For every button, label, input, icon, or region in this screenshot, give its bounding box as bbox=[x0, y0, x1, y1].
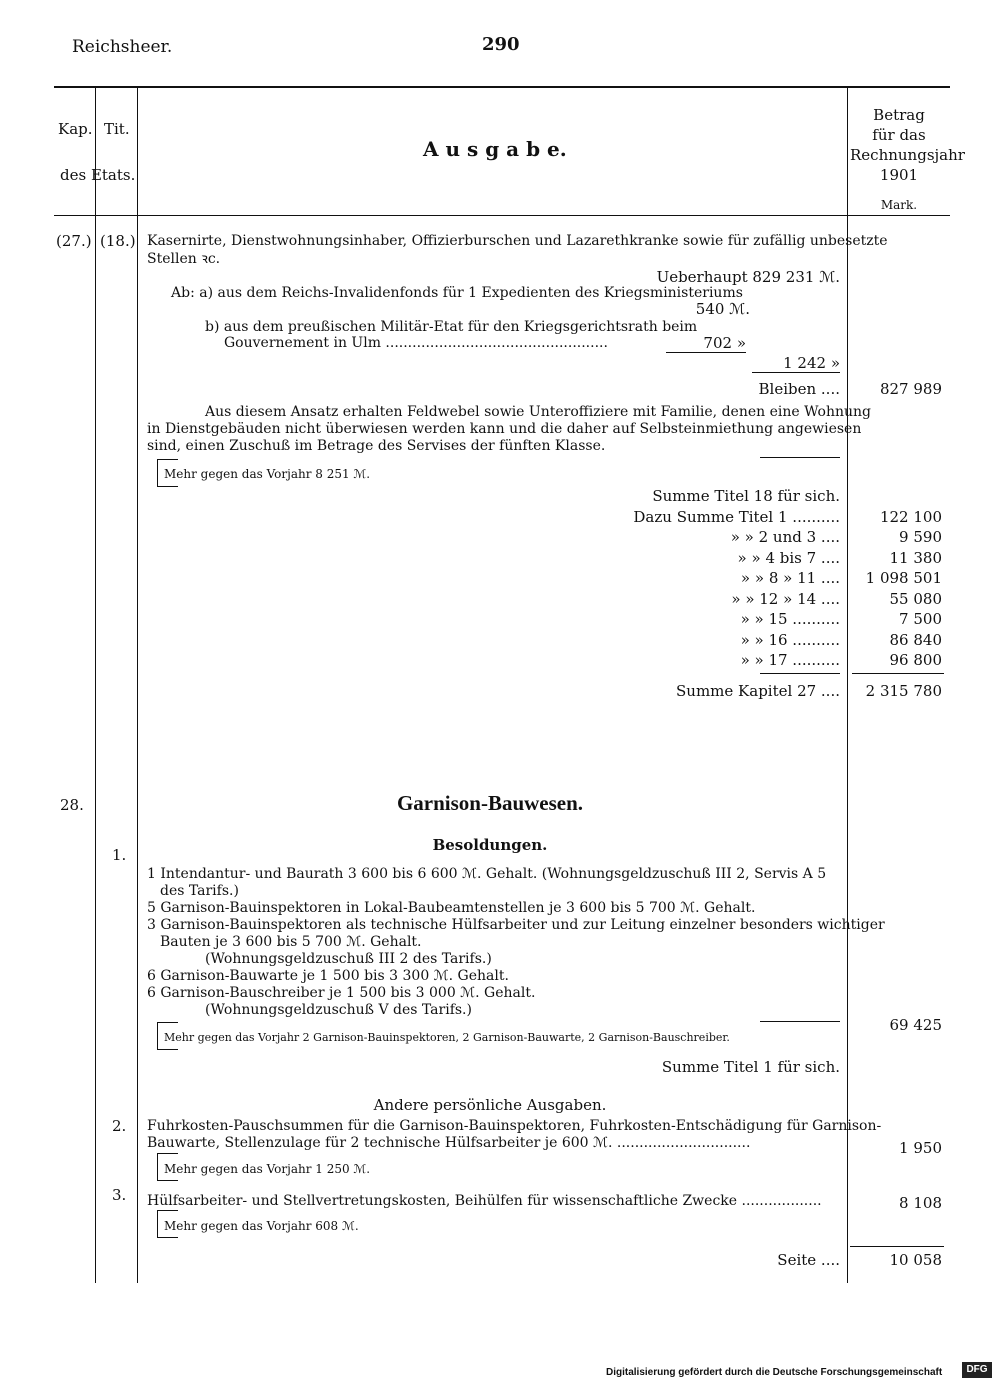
dazu-row-value: 1 098 501 bbox=[865, 569, 942, 587]
sec27-line1: Kasernirte, Dienstwohnungsinhaber, Offizierburschen und Lazarethkranke sowie für zufällig unbesetzte bbox=[147, 233, 888, 249]
summe-kap-value-rule bbox=[852, 673, 944, 674]
besoldungen-heading: Besoldungen. bbox=[432, 836, 548, 854]
sec27-note-rule bbox=[760, 457, 840, 458]
dazu-row-value: 9 590 bbox=[899, 528, 942, 546]
tit2-line1: Fuhrkosten-Pauschsummen für die Garnison-Bauinspektoren, Fuhrkosten-Entschädigung für Garnison- bbox=[147, 1118, 882, 1134]
sec27-ab-a-value: 540 ℳ. bbox=[695, 300, 750, 318]
seite-rule bbox=[850, 1246, 944, 1247]
sec27-sum-ab: 1 242 » bbox=[783, 354, 840, 372]
besoldung-line: 1 Intendantur- und Baurath 3 600 bis 6 600 ℳ. Gehalt. (Wohnungsgeldzuschuß III 2, Servis A 5 bbox=[147, 866, 827, 882]
besoldung-line: 6 Garnison-Bauschreiber je 1 500 bis 3 000 ℳ. Gehalt. bbox=[147, 985, 536, 1001]
sec28-mehr3: Mehr gegen das Vorjahr 608 ℳ. bbox=[164, 1219, 359, 1233]
col-rule-kap bbox=[95, 88, 96, 1283]
tit1-value: 69 425 bbox=[889, 1016, 942, 1034]
sec28-kap: 28. bbox=[60, 796, 84, 814]
summe-tit1: Summe Titel 1 für sich. bbox=[661, 1058, 840, 1076]
head-des-etats: des Etats. bbox=[60, 166, 136, 184]
dazu-row-label: » » 12 » 14 .... bbox=[731, 590, 840, 608]
summe-kap-rule bbox=[760, 673, 840, 674]
sec27-note3: sind, einen Zuschuß im Betrage des Servises der fünften Klasse. bbox=[147, 438, 606, 454]
head-betrag-1: Betrag bbox=[873, 106, 925, 124]
dazu-row-value: 11 380 bbox=[889, 549, 942, 567]
sec27-kap: (27.) bbox=[56, 232, 92, 250]
sec28-tit2: 2. bbox=[112, 1117, 127, 1135]
besoldung-line: Bauten je 3 600 bis 5 700 ℳ. Gehalt. bbox=[160, 934, 422, 950]
dazu-row-value: 55 080 bbox=[889, 590, 942, 608]
col-rule-betrag bbox=[847, 88, 848, 1283]
dazu-row-value: 96 800 bbox=[889, 651, 942, 669]
sec27-sum-rule bbox=[752, 372, 840, 373]
sec27-ab-b-value: 702 » bbox=[703, 334, 746, 352]
footer-text: Digitalisierung gefördert durch die Deutsche Forschungsgemeinschaft bbox=[606, 1367, 943, 1378]
head-betrag-2: für das bbox=[872, 126, 926, 144]
head-kap: Kap. bbox=[58, 120, 93, 138]
running-head: Reichsheer. bbox=[72, 37, 173, 57]
seite-label: Seite .... bbox=[777, 1251, 840, 1269]
summe-kap-value: 2 315 780 bbox=[865, 682, 942, 700]
dfg-logo: DFG bbox=[962, 1362, 992, 1378]
dazu-row-label: » » 2 und 3 .... bbox=[730, 528, 840, 546]
sec28-mehr1: Mehr gegen das Vorjahr 2 Garnison-Bauinspektoren, 2 Garnison-Bauwarte, 2 Garnison-Bauschreiber. bbox=[164, 1031, 730, 1044]
dazu-row-label: Dazu Summe Titel 1 .......... bbox=[633, 508, 840, 526]
col-rule-tit bbox=[137, 88, 138, 1283]
tit1-rule bbox=[760, 1021, 840, 1022]
sec27-ab-rule bbox=[666, 352, 746, 353]
head-title: A u s g a b e. bbox=[423, 137, 567, 161]
sec28-tit3: 3. bbox=[112, 1186, 127, 1204]
besoldung-line: 6 Garnison-Bauwarte je 1 500 bis 3 300 ℳ. Gehalt. bbox=[147, 968, 509, 984]
sec28-heading: Garnison-Bauwesen. bbox=[396, 791, 584, 815]
dazu-row-label: » » 8 » 11 .... bbox=[740, 569, 840, 587]
dazu-row-label: » » 4 bis 7 .... bbox=[737, 549, 840, 567]
tit2-value: 1 950 bbox=[899, 1139, 942, 1157]
sec28-mehr2: Mehr gegen das Vorjahr 1 250 ℳ. bbox=[164, 1162, 371, 1176]
head-tit: Tit. bbox=[104, 120, 130, 138]
besoldung-line: (Wohnungsgeldzuschuß III 2 des Tarifs.) bbox=[205, 951, 492, 967]
dazu-row-label: » » 16 .......... bbox=[740, 631, 840, 649]
head-betrag-3: Rechnungsjahr bbox=[850, 146, 965, 164]
table-top-rule bbox=[54, 86, 950, 88]
sec27-ab-b2: Gouvernement in Ulm .................................................. bbox=[224, 335, 608, 351]
sec27-note1: Aus diesem Ansatz erhalten Feldwebel sowie Unteroffiziere mit Familie, denen eine Wohnung bbox=[205, 404, 872, 420]
seite-value: 10 058 bbox=[889, 1251, 942, 1269]
sec27-bleiben-value: 827 989 bbox=[879, 380, 942, 398]
tit3-line: Hülfsarbeiter- und Stellvertretungskosten, Beihülfen für wissenschaftliche Zwecke .................. bbox=[147, 1193, 822, 1209]
besoldung-line: 3 Garnison-Bauinspektoren als technische Hülfsarbeiter und zur Leitung einzelner besonders wichtiger bbox=[147, 917, 885, 933]
besoldung-line: 5 Garnison-Bauinspektoren in Lokal-Baubeamtenstellen je 3 600 bis 5 700 ℳ. Gehalt. bbox=[147, 900, 756, 916]
header-bottom-rule bbox=[54, 215, 950, 216]
dazu-row-value: 7 500 bbox=[899, 610, 942, 628]
besoldung-line: des Tarifs.) bbox=[160, 883, 239, 899]
tit2-line2: Bauwarte, Stellenzulage für 2 technische Hülfsarbeiter je 600 ℳ. .............................. bbox=[147, 1135, 751, 1151]
sec27-ueberhaupt: Ueberhaupt 829 231 ℳ. bbox=[656, 268, 840, 286]
head-betrag-4: 1901 bbox=[879, 166, 919, 184]
sec27-tit: (18.) bbox=[100, 232, 136, 250]
sec27-note2: in Dienstgebäuden nicht überwiesen werden kann und die daher auf Selbsteinmiethung angewiesen bbox=[147, 421, 862, 437]
summe-kap-label: Summe Kapitel 27 .... bbox=[676, 682, 840, 700]
besoldung-line: (Wohnungsgeldzuschuß V des Tarifs.) bbox=[205, 1002, 472, 1018]
dazu-row-label: » » 15 .......... bbox=[740, 610, 840, 628]
andere-heading: Andere persönliche Ausgaben. bbox=[373, 1096, 607, 1114]
page-number: 290 bbox=[482, 34, 520, 55]
sec27-mehr: Mehr gegen das Vorjahr 8 251 ℳ. bbox=[164, 467, 371, 481]
head-mark: Mark. bbox=[880, 198, 918, 212]
sec28-tit1: 1. bbox=[112, 846, 127, 864]
dazu-row-label: » » 17 .......... bbox=[740, 651, 840, 669]
dazu-row-value: 86 840 bbox=[889, 631, 942, 649]
sec27-ab-a: Ab: a) aus dem Reichs-Invalidenfonds für 1 Expedienten des Kriegsministeriums bbox=[171, 285, 743, 301]
sec27-line2: Stellen ꝛc. bbox=[147, 251, 221, 267]
sec27-ab-b1: b) aus dem preußischen Militär-Etat für den Kriegsgerichtsrath beim bbox=[205, 319, 698, 335]
sec27-summe18: Summe Titel 18 für sich. bbox=[652, 487, 840, 505]
dazu-row-value: 122 100 bbox=[879, 508, 942, 526]
sec27-bleiben: Bleiben .... bbox=[758, 380, 840, 398]
tit3-value: 8 108 bbox=[899, 1194, 942, 1212]
